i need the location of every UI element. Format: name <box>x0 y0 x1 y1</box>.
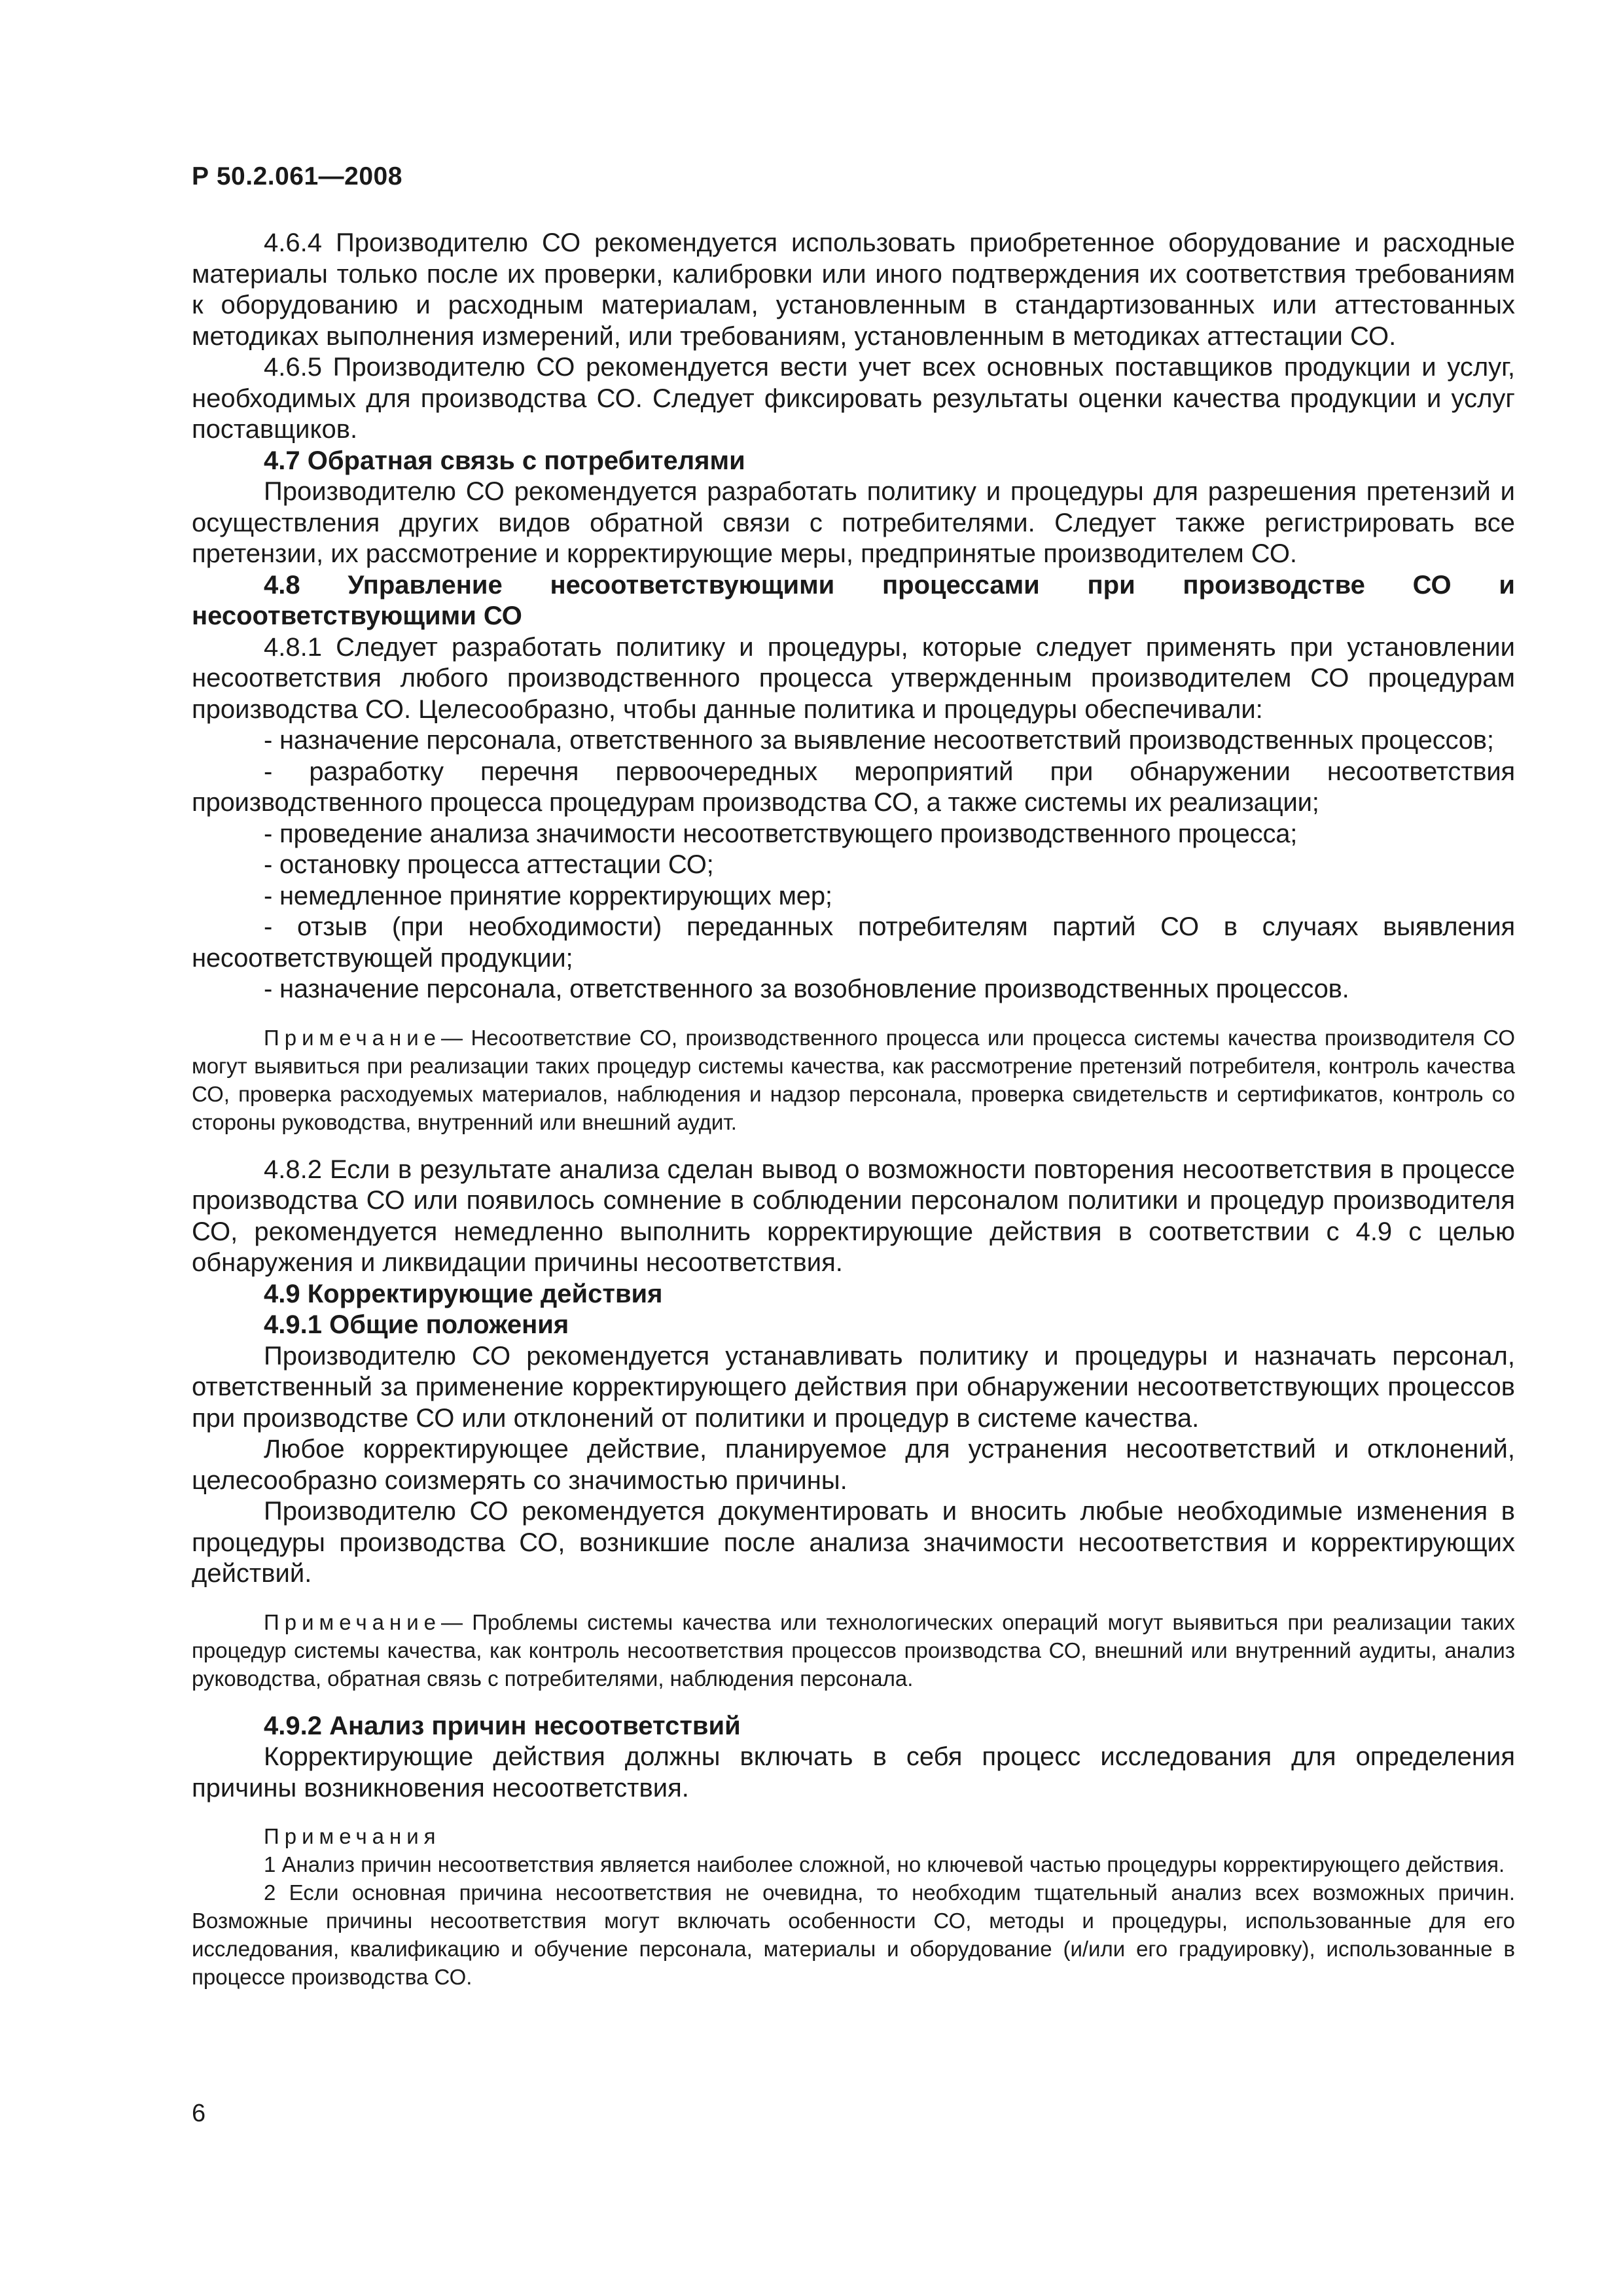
list-item: - отзыв (при необходимости) переданных потребителям партий СО в случаях выявления несоответствующей продукции; <box>192 912 1515 973</box>
list-item: - остановку процесса аттестации СО; <box>264 850 714 879</box>
section-heading-4-9-2: 4.9.2 Анализ причин несоответствий <box>264 1711 741 1740</box>
notes-title-text: Примечания <box>264 1824 441 1848</box>
paragraph-4-9-1-b: Любое корректирующее действие, планируемое для устранения несоответствий и отклонений, целесообразно соизмерять со значимостью причины. <box>192 1435 1515 1495</box>
list-item: - назначение персонала, ответственного за возобновление производственных процессов. <box>264 975 1349 1003</box>
paragraph-4-9-1-a: Производителю СО рекомендуется устанавливать политику и процедуры и назначать персонал, ответственный за применение корректирующего действия при обнаружении несоответствующих процессов при производстве СО или отклонений от политики и процедур в системе качества. <box>192 1341 1515 1433</box>
list-item: - разработку перечня первоочередных мероприятий при обнаружении несоответствия производственного процесса процедурам производства СО, а также системы их реализации; <box>192 757 1515 817</box>
section-heading-4-7: 4.7 Обратная связь с потребителями <box>264 446 745 475</box>
list-item: - немедленное принятие корректирующих мер; <box>264 881 832 910</box>
page-number: 6 <box>192 2100 206 2127</box>
notes-title <box>192 1822 1515 1850</box>
note-4-8-1 <box>192 1024 1515 1136</box>
paragraph-4-7: Производителю СО рекомендуется разработать политику и процедуры для разрешения претензий и осуществления других видов обратной связи с потребителями. Следует также регистрировать все претензии, их рассмотрение и корректирующие меры, предпринятые производителем СО. <box>192 477 1515 568</box>
list-4-8-1 <box>192 725 1515 1005</box>
paragraph-4-6-4: 4.6.4 Производителю СО рекомендуется использовать приобретенное оборудование и расходные материалы только после их проверки, калибровки или иного подтверждения их соответствия требованиям к оборудованию и расходным материалам, установленным в стандартизованных или аттестованных методиках выполнения измерений, или требованиям, установленным в методиках аттестации СО. <box>192 228 1515 351</box>
document-code: Р 50.2.061—2008 <box>192 162 402 190</box>
section-heading-4-8: 4.8 Управление несоответствующими процессами при производстве СО и несоответствующими СО <box>192 570 1515 630</box>
note-text: — Проблемы системы качества или технологических операций могут выявиться при реализации таких процедур системы качества, как контроль несоответствия процессов производства СО, внешний или внутренний аудиты, анализ руководства, обратная связь с потребителями, наблюдения персонала. <box>192 1609 1515 1691</box>
section-heading-4-9-1: 4.9.1 Общие положения <box>264 1310 569 1339</box>
note-4-9-1 <box>192 1608 1515 1693</box>
note-label: Примечание <box>264 1609 442 1634</box>
paragraph-4-6-5: 4.6.5 Производителю СО рекомендуется вести учет всех основных поставщиков продукции и услуг, необходимых для производства СО. Следует фиксировать результаты оценки качества продукции и услуг поставщиков. <box>192 353 1515 444</box>
notes-4-9-2 <box>192 1822 1515 1991</box>
paragraph-4-9-1-c: Производителю СО рекомендуется документировать и вносить любые необходимые изменения в процедуры производства СО, возникшие после анализа значимости несоответствия и корректирующих действий. <box>192 1497 1515 1588</box>
list-item: - проведение анализа значимости несоответствующего производственного процесса; <box>264 819 1298 848</box>
note-item: 2 Если основная причина несоответствия не очевидна, то необходим тщательный анализ всех возможных причин. Возможные причины несоответствия могут включать особенности СО, методы и процедуры, использованные для его исследования, квалификацию и обучение персонала, материалы и оборудование (и/или его градуировку), использованные в процессе производства СО. <box>192 1880 1515 1989</box>
note-text: — Несоответствие СО, производственного процесса или процесса системы качества производителя СО могут выявиться при реализации таких процедур системы качества, как рассмотрение претензий потребителя, контроль качества СО, проверка расходуемых материалов, наблюдения и надзор персонала, проверка свидетельств и сертификатов, контроль со стороны руководства, внутренний или внешний аудит. <box>192 1025 1515 1134</box>
paragraph-4-8-2: 4.8.2 Если в результате анализа сделан вывод о возможности повторения несоответствия в процессе производства СО или появилось сомнение в соблюдении персоналом политики и процедур производителя СО, рекомендуется немедленно выполнить корректирующие действия в соответствии с 4.9 с целью обнаружения и ликвидации причины несоответствия. <box>192 1155 1515 1277</box>
list-item: - назначение персонала, ответственного за выявление несоответствий производственных процессов; <box>264 726 1494 755</box>
note-item: 1 Анализ причин несоответствия является наиболее сложной, но ключевой частью процедуры корректирующего действия. <box>264 1852 1505 1876</box>
paragraph-4-8-1: 4.8.1 Следует разработать политику и процедуры, которые следует применять при установлении несоответствия любого производственного процесса утвержденным производителем СО процедурам производства СО. Целесообразно, чтобы данные политика и процедуры обеспечивали: <box>192 632 1515 724</box>
document-body <box>192 228 1515 1991</box>
section-heading-4-9: 4.9 Корректирующие действия <box>264 1279 663 1308</box>
note-label: Примечание <box>264 1025 442 1050</box>
paragraph-4-9-2: Корректирующие действия должны включать в себя процесс исследования для определения причины возникновения несоответствия. <box>192 1742 1515 1803</box>
